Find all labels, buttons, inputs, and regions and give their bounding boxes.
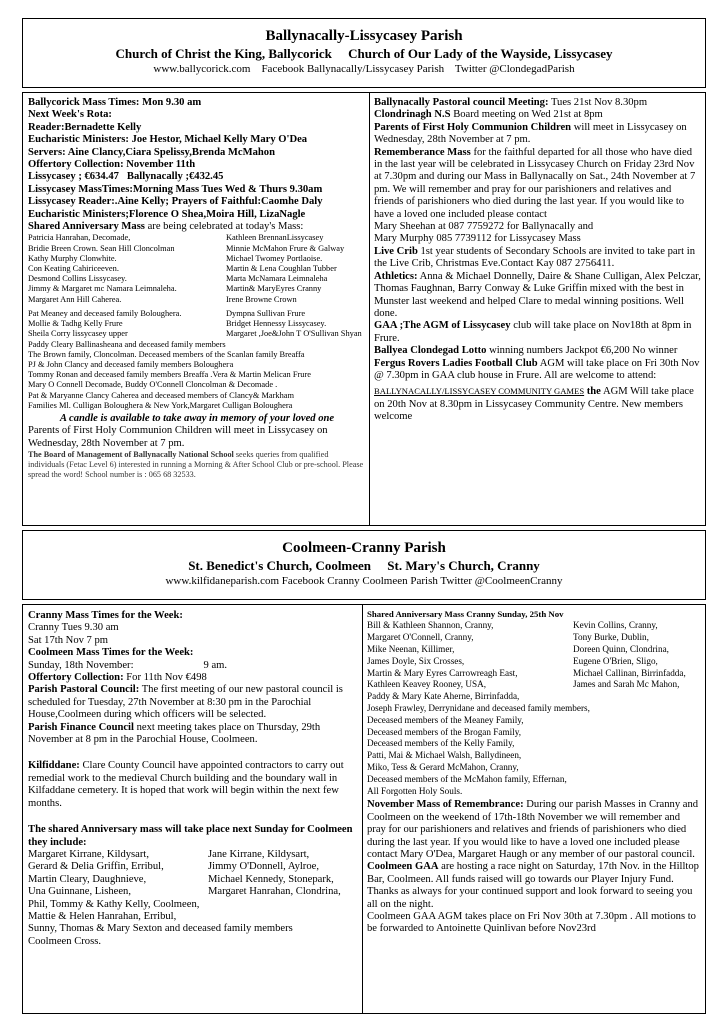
cranny-name-row xyxy=(367,679,701,691)
anniversary-entry-row xyxy=(28,295,366,305)
offertory-collection: Offertory Collection: November 11th xyxy=(28,159,196,171)
community-games-text: AGM Will take place on 20th Nov at 8.30pm in Lissycasey Community Centre. New members welcome xyxy=(374,386,694,423)
cranny-name-line: Deceased members of the Meaney Family, xyxy=(367,714,524,725)
coolmeen-gaa-text: are hosting a race night on Saturday, 17th Nov. in the Hilltop Bar, Coolmeen. All funds raised will go towards our Player Injury Fund. Thanks as always for your continued support and look forward to seeing you all on the night. xyxy=(367,861,699,910)
anniversary-entry-right: Minnie McMahon Frure & Galway xyxy=(226,243,345,253)
anniversary-entry-right: Michael Twomey Portlaoise. xyxy=(226,253,323,263)
anniversary-entry-left: Jimmy & Margaret mc Namara Leimnaleha. xyxy=(28,284,177,294)
athletics-text: Anna & Michael Donnelly, Daire & Shane Culligan, Alex Pelczar, Thomas Faughnan, Barry Conway & Luke Griffin mixed with the best in Munster last weekend and helped Clare to medal winning positions. Well done. xyxy=(374,270,701,319)
coolmeen-sunday xyxy=(28,660,358,672)
anniversary-line: Mary O Connell Decomade, Buddy O'Connell Cloncolman & Decomade . xyxy=(28,380,278,390)
parish1-title: Ballynacally-Lissycasey Parish xyxy=(265,28,463,44)
lissycasey-mass-times: Lissycasey MassTimes:Morning Mass Tues Wed & Thurs 9.30am xyxy=(28,183,323,195)
cranny-lines xyxy=(367,691,701,797)
cranny-name-line: Miko, Tess & Gerard McMahon, Cranny, xyxy=(367,761,519,772)
pastoral-council-text: Tues 21st Nov 8.30pm xyxy=(548,97,648,108)
coolmeen-name-line: Mattie & Helen Hanrahan, Erribul, xyxy=(28,910,177,922)
shared-anniversary-label: Shared Anniversary Mass xyxy=(28,221,145,233)
anniversary-entry-right: Marta McNamara Leimnaleha xyxy=(226,274,328,284)
coolmeen-gaa-agm: Coolmeen GAA AGM takes place on Fri Nov 30th at 7.30pm . All motions to be forwarded to Antoinette Quinlivan before Nov23rd xyxy=(367,911,696,935)
remembrance-label: Rememberance Mass xyxy=(374,146,471,158)
anniversary-lines xyxy=(28,340,366,411)
anniversary-entry-left: Desmond Collins Lissycasey. xyxy=(28,274,127,284)
parish2-right-column xyxy=(367,608,701,1012)
cranny-name-line: Deceased members of the Brogan Family, xyxy=(367,726,522,737)
cranny-name-line: Deceased members of the McMahon family, Effernan, xyxy=(367,773,567,784)
parish1-web: www.ballycorick.com Facebook Ballynacally/Lissycasey Parish Twitter @ClondegadParish xyxy=(153,63,575,75)
board-text: seeks queries from qualified individuals (Fetac Level 6) interested in running a Morning & After School Club or pre-school. Please spread the word! School number is : 065 68 32533. xyxy=(28,450,364,480)
cranny-name-line: Paddy & Mary Kate Aherne, Birrinfadda, xyxy=(367,691,520,702)
anniversary-entry-left: Margaret Ann Hill Caherea. xyxy=(28,294,122,304)
cranny-name-right: James and Sarah Mc Mahon, xyxy=(573,679,680,690)
live-crib-note xyxy=(374,246,702,271)
parish-pastoral-council xyxy=(28,684,358,721)
kilfiddane-text: Clare County Council have appointed contractors to carry out remedial work to the medieval Church building and the boundary wall in Kilfaddane cemetery. It is hoped that work will begin within the next few months. xyxy=(28,760,344,809)
cranny-name-left: Margaret O'Connell, Cranny, xyxy=(367,632,474,643)
anniversary-entry-left: Patricia Hanrahan, Decomade, xyxy=(28,233,131,243)
anniversary-entry-row xyxy=(28,244,366,254)
anniversary-line: Families Ml. Culligan Bolougherа & New York,Margaret Culligan Bolougherа xyxy=(28,400,293,410)
coolmeen-name-left: Gerard & Delia Griffin, Erribul, xyxy=(28,861,164,873)
parish1-left-column xyxy=(28,97,366,525)
anniversary-entry-row xyxy=(28,233,366,243)
anniversary-line: Paddy Cleary Ballinasheana and deceased family members xyxy=(28,339,226,349)
coolmeen-name-right: Jane Kirrane, Kildysart, xyxy=(208,848,310,860)
lotto-note xyxy=(374,345,702,357)
coolmeen-name-left: Martin Cleary, Daughnieve, xyxy=(28,873,147,885)
parish2-churches: St. Benedict's Church, Coolmeen St. Mary's Church, Cranny xyxy=(188,558,540,573)
community-games-the: the xyxy=(584,386,601,398)
cranny-tues: Cranny Tues 9.30 am xyxy=(28,622,119,634)
coolmeen-sunday-date: Sunday, 18th November: xyxy=(28,659,134,671)
kilfiddane-note xyxy=(28,760,358,810)
coolmeen-gaa-label: Coolmeen GAA xyxy=(367,861,439,873)
ballycorick-mass-times: Ballycorick Mass Times: Mon 9.30 am xyxy=(28,97,202,108)
anniversary-entry-row xyxy=(28,264,366,274)
eucharistic-ministers: Eucharistic Ministers: Joe Hestor, Michael Kelly Mary O'Dea xyxy=(28,134,308,146)
cranny-name-line: All Forgotten Holy Souls. xyxy=(367,785,463,796)
cranny-name-right: Tony Burke, Dublin, xyxy=(573,632,649,643)
cranny-name-row xyxy=(367,644,701,656)
anniversary-line: Pat & Maryanne Clancy Caherea and deceased members of Clancy& Markham xyxy=(28,390,295,400)
cranny-name-left: Kathleen Keavey Rooney, USA, xyxy=(367,679,487,690)
board-label: The Board of Management of Ballynacally National School xyxy=(28,450,234,460)
anniversary-entry-row xyxy=(28,329,366,339)
anniversary-entry-left: Kathy Murphy Clonwhite. xyxy=(28,253,117,263)
cranny-name-row xyxy=(367,632,701,644)
remembrance-mass-note xyxy=(374,147,702,221)
pfc-text: next meeting takes place on Thursday, 29th November at 8 pm in the Parochial House, Coolmeen. xyxy=(28,721,321,746)
fhc-label: Parents of First Holy Communion Children xyxy=(374,121,572,133)
coolmeen-name-row xyxy=(28,849,358,861)
coolmeen-name-left: Una Guinnane, Lisheen, xyxy=(28,886,131,898)
pfc-label: Parish Finance Council xyxy=(28,721,134,733)
fergus-rovers-note xyxy=(374,358,702,383)
anniversary-entry-left: Con Keating Cahiriceeven. xyxy=(28,264,119,274)
parish2-divider xyxy=(362,604,363,1014)
anniversary-line: Tommy Ronan and deceased family members Breaffa .Vera & Martin Melican Frure xyxy=(28,370,311,380)
cranny-mass-heading: Cranny Mass Times for the Week: xyxy=(28,610,183,621)
lissycasey-ministers: Eucharistic Ministers;Florence O Shea,Moira Hill, LizaNagle xyxy=(28,208,306,220)
parish1-divider xyxy=(369,92,370,526)
remembrance-contact-2: Mary Murphy 085 7739112 for Lissycasey Mass xyxy=(374,233,581,245)
parish2-web: www.kilfidaneparish.com Facebook Cranny Coolmeen Parish Twitter @CoolmeenCranny xyxy=(165,575,563,587)
anniversary-entry-right: Margaret ,Joe&John T O'Sullivan Shyan xyxy=(226,329,362,339)
clondrinagh-text: Board meeting on Wed 21st at 8pm xyxy=(450,109,603,121)
coolmeen-name-line: Sunny, Thomas & Mary Sexton and deceased family members xyxy=(28,923,293,935)
athletics-note xyxy=(374,271,702,321)
coolmeen-mass-heading: Coolmeen Mass Times for the Week: xyxy=(28,647,194,659)
cranny-name-left: Mike Neenan, Killimer, xyxy=(367,644,455,654)
lissycasey-amount: Lissycasey ; €634.47 xyxy=(28,171,119,183)
parish2-header xyxy=(22,530,706,600)
anniversary-entry-row xyxy=(28,319,366,329)
anniversary-entry-right: Kathleen BrennanLissycasey xyxy=(226,233,324,243)
coolmeen-sunday-time: 9 am. xyxy=(203,659,228,671)
cranny-name-left: James Doyle, Six Crosses, xyxy=(367,655,465,666)
shared-anniversary-text: are being celebrated at today's Mass: xyxy=(144,221,304,233)
anniversary-list xyxy=(28,233,366,304)
november-remembrance-note xyxy=(367,799,701,861)
november-remembrance-label: November Mass of Remembrance: xyxy=(367,799,524,811)
gaa-text: club will take place on Nov18th at 8pm in Frure. xyxy=(374,320,692,344)
collection-amounts xyxy=(28,171,366,183)
athletics-label: Athletics: xyxy=(374,270,418,282)
anniversary-line: The Brown family, Cloncolman. Deceased members of the Scanlan family Breaffa xyxy=(28,349,305,359)
first-communion-note: Parents of First Holy Communion Children will meet in Lissycasey on Wednesday, 28th November at 7 pm. xyxy=(28,425,328,449)
cranny-name-row xyxy=(367,668,701,680)
clondrinagh-note xyxy=(374,109,702,121)
cranny-name-line: Patti, Mai & Michael Walsh, Ballydineen, xyxy=(367,750,522,761)
parish2-title: Coolmeen-Cranny Parish xyxy=(282,540,446,556)
anniversary-entry-left: Pat Meaney and deceased family Bolougherа. xyxy=(28,308,182,318)
shared-anniversary-heading xyxy=(28,221,366,233)
anniversary-entry-left: Bridie Breen Crown. Sean Hill Cloncolman xyxy=(28,243,175,253)
parish1-header xyxy=(22,18,706,88)
coolmeen-name-right: Jimmy O'Donnell, Aylroe, xyxy=(208,861,319,873)
cranny-name-line: Joseph Frawley, Derrynidane and deceased family members, xyxy=(367,702,590,713)
cranny-name-right: Michael Callinan, Birrinfadda, xyxy=(573,667,686,678)
cranny-name-right: Kevin Collins, Cranny, xyxy=(573,620,658,631)
cranny-name-left: Bill & Kathleen Shannon, Cranny, xyxy=(367,620,494,631)
coolmeen-name-row xyxy=(28,874,358,886)
anniversary-entry-right: Irene Browne Crown xyxy=(226,294,297,304)
pastoral-council-note xyxy=(374,97,702,109)
coolmeen-anniversary-heading: The shared Anniversary mass will take place next Sunday for Coolmeen they include: xyxy=(28,824,353,848)
parish-finance-council xyxy=(28,722,358,747)
live-crib-label: Live Crib xyxy=(374,245,418,257)
fhc-text: will meet in Lissycasey on Wednesday, 28th November at 7 pm. xyxy=(374,121,687,146)
servers: Servers: Aine Clancy,Ciara Spelissy,Brenda McMahon xyxy=(28,146,275,158)
ballynacally-amount: Ballynacally ;€432.45 xyxy=(126,171,224,183)
anniversary-line: PJ & John Clancy and deceased family members Bolougheгa xyxy=(28,359,234,369)
coolmeen-name-left: Margaret Kirrane, Kildysart, xyxy=(28,848,150,860)
lissycasey-reader: Lissycasey Reader:.Aine Kelly; Prayers of Faithful:Caomhe Daly xyxy=(28,196,323,208)
reader: Reader:Bernadette Kelly xyxy=(28,121,142,133)
board-of-management-note xyxy=(28,450,366,480)
coolmeen-name-row xyxy=(28,886,358,898)
anniversary-entry-right: Martin& MaryEyres Cranny xyxy=(226,284,322,294)
cranny-name-line: Deceased members of the Kelly Family, xyxy=(367,738,515,749)
gaa-label: GAA ;The AGM of Lissycasey xyxy=(374,320,511,332)
cranny-pairs xyxy=(367,620,701,691)
parish2-left-column xyxy=(28,610,358,1012)
coolmeen-name-line: Coolmeen Cross. xyxy=(28,935,101,947)
cranny-name-left: Martin & Mary Eyres Carrowreagh East, xyxy=(367,667,518,678)
coolmeen-offertory xyxy=(28,672,358,684)
anniversary-entry-right: Martin & Lena Coughlan Tubber xyxy=(226,264,337,274)
parish1-churches: Church of Christ the King, Ballycorick Church of Our Lady of the Wayside, Lissycasey xyxy=(115,46,613,61)
parish1-right-column xyxy=(374,97,702,525)
gaa-agm-note xyxy=(374,320,702,345)
fergus-label: Fergus Rovers Ladies Football Club xyxy=(374,357,538,369)
remembrance-contact-1: Mary Sheehan at 087 7759272 for Ballynacally and xyxy=(374,221,594,233)
offertory-text: For 11th Nov €498 xyxy=(123,672,207,684)
anniversary-entry-left: Mollie & Tadhg Kelly Frure xyxy=(28,319,123,329)
cranny-name-row xyxy=(367,656,701,668)
community-games-note xyxy=(374,385,702,423)
lotto-text: winning numbers Jackpot €6,200 No winner xyxy=(486,345,678,357)
fhc-parents-note xyxy=(374,122,702,147)
rota-heading: Next Week's Rota: xyxy=(28,109,112,121)
fergus-text: AGM will take place on Fri 30th Nov @ 7.30pm in GAA club house in Frure. All are welcome to attend: xyxy=(374,357,700,381)
community-games-label: BALLYNACALLY/LISSYCASEY COMMUNITY GAMES xyxy=(374,386,585,397)
candle-note: A candle is available to take away in memory of your loved one xyxy=(59,412,335,424)
ppc-label: Parish Pastoral Council: xyxy=(28,684,140,696)
coolmeen-names-tail xyxy=(28,899,358,949)
lotto-label: Ballyea Clondegad Lotto xyxy=(374,345,487,357)
cranny-name-right: Eugene O'Brien, Sligo, xyxy=(573,655,658,666)
november-remembrance-text: During our parish Masses in Cranny and Coolmeen on the weekend of 17th-18th November we will remember and pray for our parishioners and relatives and friends of parishioners who died during the last year. If you would like to have a loved one included please contact Mary O'Dea, Margaret Haugh or any member of our pastoral council. xyxy=(367,799,699,860)
cranny-name-row xyxy=(367,620,701,632)
pastoral-council-label: Ballynacally Pastoral council Meeting: xyxy=(374,97,549,108)
live-crib-text: 1st year students of Secondary Schools are invited to take part in the Live Crib, Christmas Eve.Contact Kay 087 2756411. xyxy=(374,245,695,270)
ppc-text: The first meeting of our new pastoral council is scheduled for Tuesday, 27th November at 8:30 pm in the Parochial House,Coolmeen during which officers will be selected. xyxy=(28,684,343,721)
cranny-name-right: Doreen Quinn, Clondrina, xyxy=(573,644,669,654)
anniversary-entry-row xyxy=(28,274,366,284)
clondrinagh-label: Clondrinagh N.S xyxy=(374,109,451,121)
coolmeen-names xyxy=(28,849,358,899)
cranny-sat: Sat 17th Nov 7 pm xyxy=(28,634,109,646)
anniversary-entry-row xyxy=(28,284,366,294)
cranny-anniversary-heading: Shared Anniversary Mass Cranny Sunday, 25th Nov xyxy=(367,609,564,619)
anniversary-entry-right: Bridget Hennessy Lissycasey. xyxy=(226,319,327,329)
remembrance-text: for the faithful departed for all those who have died in the last year will be celebrated in Lissycasey Church on Friday 23rd Nov at 7.30pm and during our Mass in Ballynacally on Sat., 24th November at 7 pm. We will remember and pray for our parishioners and relatives and friends of parishioners who died during the last year. If you would like to have a loved one included please contact xyxy=(374,146,696,220)
anniversary-entry-row xyxy=(28,254,366,264)
coolmeen-name-line: Phil, Tommy & Kathy Kelly, Coolmeen, xyxy=(28,898,200,910)
anniversary-entry-row xyxy=(28,309,366,319)
coolmeen-name-row xyxy=(28,861,358,873)
coolmeen-name-right: Michael Kennedy, Stonepark, xyxy=(208,873,334,885)
anniversary-list-2 xyxy=(28,309,366,340)
kilfiddane-label: Kilfiddane: xyxy=(28,760,80,772)
coolmeen-name-right: Margaret Hanrahan, Clondrina, xyxy=(208,886,341,898)
offertory-label: Offertory Collection: xyxy=(28,672,124,684)
anniversary-entry-left: Sheila Corry lissycasey upper xyxy=(28,329,128,339)
anniversary-entry-right: Dympna Sullivan Frure xyxy=(226,308,306,318)
coolmeen-gaa-note xyxy=(367,861,701,911)
